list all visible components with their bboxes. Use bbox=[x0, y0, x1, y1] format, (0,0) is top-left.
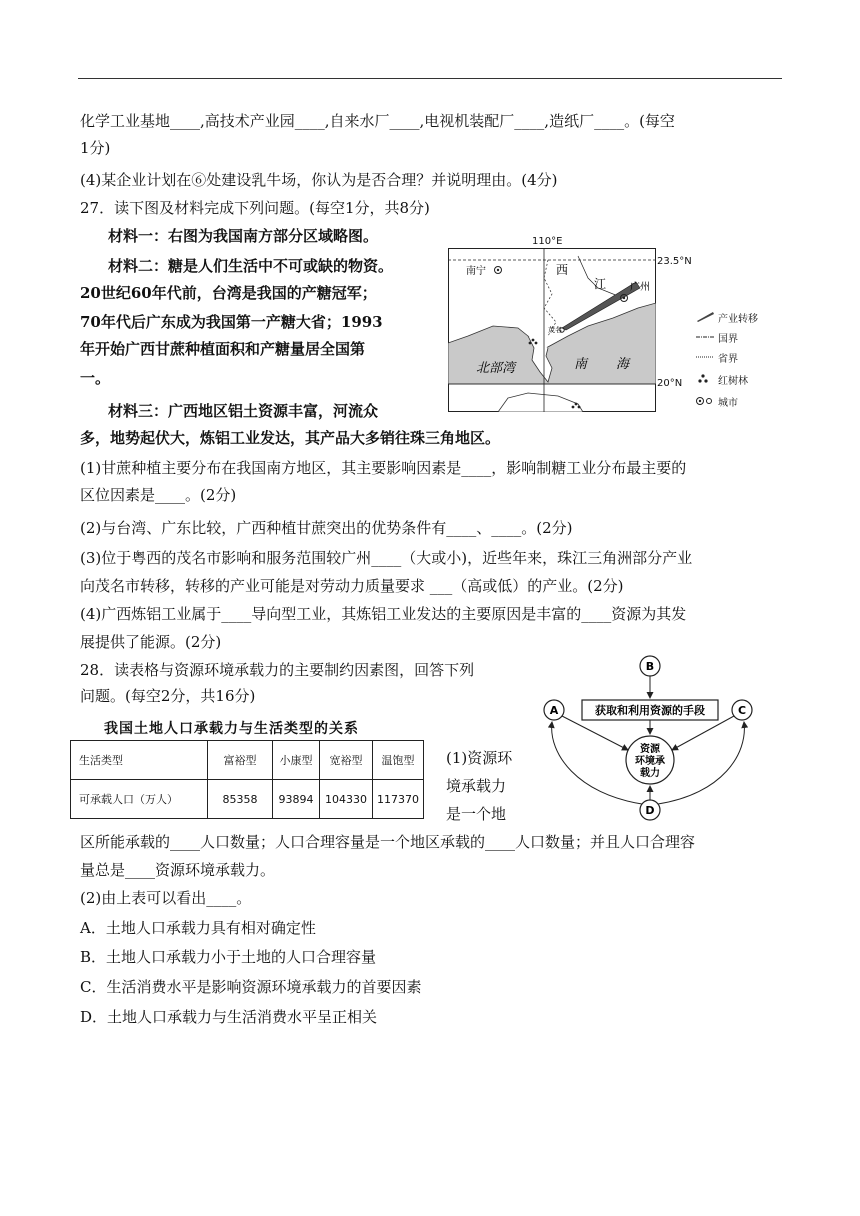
q28-part1c: 是一个地 bbox=[446, 805, 507, 823]
q26-blanks-line: 化学工业基地____,高技术产业园____,自来水厂____,电视机装配厂____,造纸厂____。(每空 bbox=[80, 112, 675, 130]
south-china-map bbox=[448, 248, 656, 412]
table-cell: 117370 bbox=[373, 780, 424, 819]
table-cell: 93894 bbox=[273, 780, 320, 819]
diagram-node-c: C bbox=[737, 704, 747, 717]
q28-title-line2: 问题。(每空2分，共16分) bbox=[80, 687, 256, 705]
diagram-node-a: A bbox=[549, 704, 559, 717]
city-icon bbox=[696, 395, 714, 407]
q26-part4: (4)某企业计划在⑥处建设乳牛场，你认为是否合理？并说明理由。(4分) bbox=[80, 171, 558, 189]
map-lon-text: 110°E bbox=[532, 236, 563, 247]
map-lon-label bbox=[534, 248, 564, 249]
material-2: 材料二：糖是人们生活中不可或缺的物资。 bbox=[108, 257, 394, 275]
map-city-nanning: 南宁 bbox=[466, 266, 486, 277]
q28-part1e: 量总是____资源环境承载力。 bbox=[80, 861, 276, 879]
diagram-box-label: 获取和利用资源的手段 bbox=[595, 704, 705, 717]
option-b: B．土地人口承载力小于土地的人口合理容量 bbox=[80, 948, 377, 966]
diagram-center-l3: 载力 bbox=[640, 768, 660, 779]
diagram-node-d: D bbox=[645, 804, 655, 817]
q27-part4b: 展提供了能源。(2分) bbox=[80, 633, 222, 651]
q27-part4a: (4)广西炼铝工业属于____导向型工业，其炼铝工业发达的主要原因是丰富的____资源为其发 bbox=[80, 605, 687, 623]
map-lat-top: 23.5°N bbox=[657, 256, 692, 267]
material-2-line4: 年开始广西甘蔗种植面积和产糖量居全国第 bbox=[80, 340, 366, 358]
diagram-center-l1: 资源 bbox=[640, 744, 660, 755]
table-cell: 85358 bbox=[208, 780, 273, 819]
q26-blanks-score: 1分) bbox=[80, 139, 111, 157]
table-cell: 富裕型 bbox=[208, 741, 273, 780]
map-sea-hai: 海 bbox=[616, 357, 630, 372]
q28-part1b: 境承载力 bbox=[446, 777, 507, 795]
table-cell: 生活类型 bbox=[71, 741, 208, 780]
map-city-guangzhou: 广州 bbox=[630, 282, 650, 293]
map-sea-nan: 南 bbox=[574, 357, 588, 372]
table-cell: 宽裕型 bbox=[320, 741, 373, 780]
national-border-icon bbox=[696, 331, 714, 343]
q27-part2: (2)与台湾、广东比较，广西种植甘蔗突出的优势条件有____、____。(2分) bbox=[80, 519, 573, 537]
header-rule bbox=[78, 78, 782, 79]
table-cell: 温饱型 bbox=[373, 741, 424, 780]
q28-part1d: 区所能承载的____人口数量；人口合理容量是一个地区承载的____人口数量；并且人口合理容 bbox=[80, 833, 696, 851]
map-city-maoming: 茂名 bbox=[548, 326, 562, 334]
province-border-icon bbox=[696, 351, 714, 363]
material-3-line2: 多，地势起伏大，炼铝工业发达，其产品大多销往珠三角地区。 bbox=[80, 429, 501, 447]
map-label-jiang: 江 bbox=[594, 277, 607, 291]
material-2-line2: 20世纪60年代前，台湾是我国的产糖冠军； bbox=[80, 284, 377, 302]
q28-part2: (2)由上表可以看出____。 bbox=[80, 889, 252, 907]
map-sea-beibu: 北部湾 bbox=[476, 361, 516, 376]
capacity-factor-diagram bbox=[538, 654, 774, 822]
mangrove-icon bbox=[696, 373, 714, 385]
q27-part1a: (1)甘蔗种植主要分布在我国南方地区，其主要影响因素是____，影响制糖工业分布最主要的 bbox=[80, 459, 687, 477]
table-cell: 小康型 bbox=[273, 741, 320, 780]
q27-part1b: 区位因素是____。(2分) bbox=[80, 486, 237, 504]
table-row bbox=[71, 780, 424, 819]
material-2-line3: 70年代后广东成为我国第一产糖大省；1993 bbox=[80, 313, 383, 331]
diagram-center-l2: 环境承 bbox=[635, 756, 665, 767]
table-cell: 104330 bbox=[320, 780, 373, 819]
q27-part3b: 向茂名市转移，转移的产业可能是对劳动力质量要求 ___（高或低）的产业。(2分) bbox=[80, 577, 624, 595]
option-d: D．土地人口承载力与生活消费水平呈正相关 bbox=[80, 1008, 378, 1026]
diagram-node-b: B bbox=[645, 660, 655, 673]
q27-title: 27．读下图及材料完成下列问题。(每空1分，共8分) bbox=[80, 199, 430, 217]
q28-title: 28．读表格与资源环境承载力的主要制约因素图，回答下列 bbox=[80, 661, 475, 679]
table-cell: 可承载人口（万人） bbox=[71, 780, 208, 819]
material-1: 材料一：右图为我国南方部分区域略图。 bbox=[108, 227, 379, 245]
map-lat-bottom: 20°N bbox=[657, 378, 683, 389]
table-title: 我国土地人口承载力与生活类型的关系 bbox=[104, 721, 359, 737]
option-a: A．土地人口承载力具有相对确定性 bbox=[80, 919, 316, 937]
option-c: C．生活消费水平是影响资源环境承载力的首要因素 bbox=[80, 978, 422, 996]
material-2-line5: 一。 bbox=[80, 369, 111, 387]
capacity-table bbox=[70, 740, 424, 819]
q28-part1a: (1)资源环 bbox=[446, 749, 513, 767]
q27-part3a: (3)位于粤西的茂名市影响和服务范围较广州____（大或小)，近些年来，珠江三角洲部分产业 bbox=[80, 549, 693, 567]
map-label-xi: 西 bbox=[556, 263, 569, 277]
table-header-row bbox=[71, 741, 424, 780]
transfer-arrow-icon bbox=[696, 311, 714, 323]
material-3: 材料三：广西地区铝土资源丰富，河流众 bbox=[108, 402, 379, 420]
